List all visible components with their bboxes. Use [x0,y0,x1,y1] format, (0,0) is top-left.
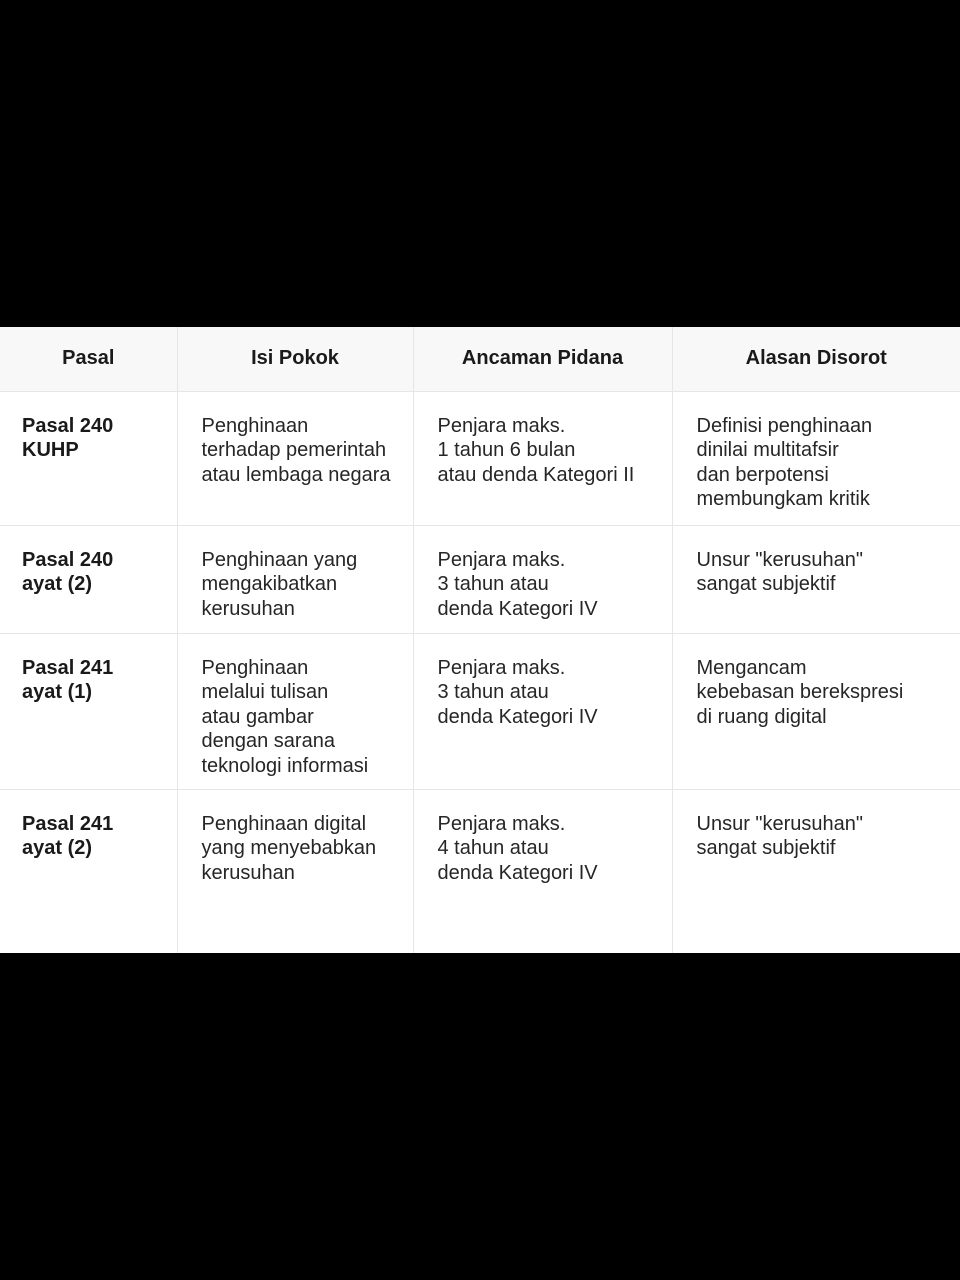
cell-line: dengan sarana [201,730,335,752]
header-pasal: Pasal [0,327,177,391]
table-row [0,789,960,953]
cell-line: Penjara maks. [437,548,566,571]
cell-line: ayat (2) [22,837,93,859]
cell-line: Pasal 241 [22,656,114,679]
cell-line: Penghinaan [201,414,309,437]
cell-line: Mengancam [696,656,807,679]
cell-line: yang menyebabkan [201,837,377,859]
cell-line: teknologi informasi [201,754,369,777]
cell-line: denda Kategori IV [437,861,598,884]
header-alasan-disorot: Alasan Disorot [672,327,960,391]
cell-ancaman-pidana [413,789,672,953]
cell-line: melalui tulisan [201,681,329,703]
cell-line: sangat subjektif [696,573,836,595]
cell-isi-pokok [177,391,413,525]
cell-line: 1 tahun 6 bulan [437,439,576,461]
cell-line: dan berpotensi [696,463,829,486]
cell-line: dinilai multitafsir [696,439,839,461]
cell-alasan-disorot [672,789,960,953]
cell-line: Pasal 241 [22,812,114,835]
table-header-row [0,327,960,391]
cell-line: Unsur "kerusuhan" [696,548,864,571]
cell-line: denda Kategori IV [437,705,598,728]
cell-alasan-disorot [672,633,960,789]
table-row [0,525,960,633]
cell-line: di ruang digital [696,705,827,728]
cell-pasal [0,633,177,789]
table-row [0,633,960,789]
cell-line: kerusuhan [201,861,295,884]
cell-line: Penghinaan [201,656,309,679]
cell-line: sangat subjektif [696,837,836,859]
cell-ancaman-pidana [413,525,672,633]
header-ancaman-pidana: Ancaman Pidana [413,327,672,391]
cell-line: Penjara maks. [437,414,566,437]
cell-line: kerusuhan [201,597,295,620]
cell-line: ayat (1) [22,681,93,703]
cell-line: Penghinaan yang [201,548,358,571]
cell-pasal [0,391,177,525]
cell-line: denda Kategori IV [437,597,598,620]
cell-line: terhadap pemerintah [201,439,387,461]
cell-line: Pasal 240 [22,414,114,437]
cell-pasal [0,525,177,633]
cell-line: kebebasan berekspresi [696,681,904,703]
cell-isi-pokok [177,633,413,789]
cell-pasal [0,789,177,953]
cell-line: Penghinaan digital [201,812,367,835]
cell-ancaman-pidana [413,633,672,789]
cell-line: Pasal 240 [22,548,114,571]
cell-line: mengakibatkan [201,573,338,595]
cell-line: atau lembaga negara [201,463,391,486]
cell-line: Definisi penghinaan [696,414,873,437]
header-isi-pokok: Isi Pokok [177,327,413,391]
cell-line: 3 tahun atau [437,573,549,595]
cell-isi-pokok [177,525,413,633]
cell-line: Penjara maks. [437,812,566,835]
cell-line: atau gambar [201,705,314,728]
cell-ancaman-pidana [413,391,672,525]
cell-line: KUHP [22,439,79,461]
cell-alasan-disorot [672,525,960,633]
cell-isi-pokok [177,789,413,953]
law-articles-table [0,327,960,953]
law-articles-table-panel [0,327,960,953]
cell-line: Unsur "kerusuhan" [696,812,864,835]
cell-alasan-disorot [672,391,960,525]
cell-line: ayat (2) [22,573,93,595]
cell-line: atau denda Kategori II [437,463,635,486]
cell-line: 3 tahun atau [437,681,549,703]
cell-line: Penjara maks. [437,656,566,679]
cell-line: membungkam kritik [696,488,870,510]
table-row [0,391,960,525]
cell-line: 4 tahun atau [437,837,549,859]
